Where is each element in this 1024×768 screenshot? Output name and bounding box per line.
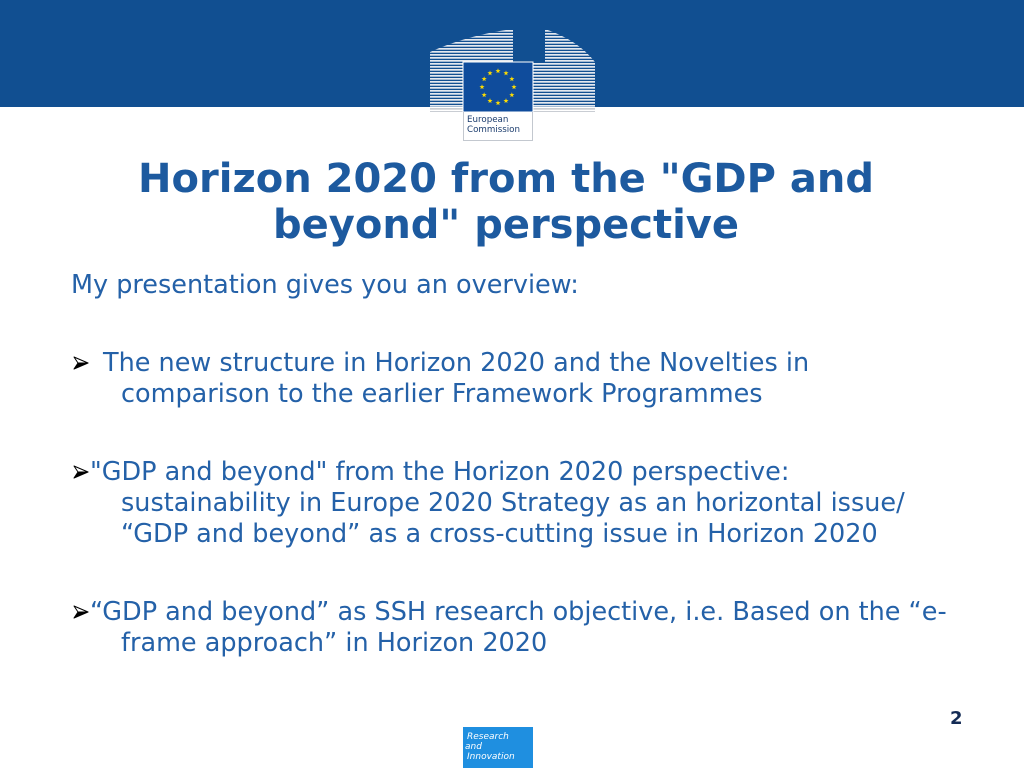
arrowhead-icon: [73, 605, 89, 619]
logo-wordmark: [463, 112, 533, 141]
bullet-3-line-1: “GDP and beyond” as SSH research objective, i.e. Based on the “e-: [90, 597, 947, 627]
bullet-2-line-2: sustainability in Europe 2020 Strategy as an horizontal issue/: [121, 488, 905, 518]
badge-line-3: Innovation: [467, 752, 515, 762]
arrowhead-icon: [73, 465, 89, 479]
bullet-2-line-1: "GDP and beyond" from the Horizon 2020 perspective:: [90, 457, 790, 487]
bullet-1-line-2: comparison to the earlier Framework Programmes: [121, 379, 763, 409]
header-band: [0, 0, 1024, 107]
slide-title: [0, 156, 1012, 248]
bullet-3-line-2: frame approach” in Horizon 2020: [121, 628, 548, 658]
title-line-1: Horizon 2020 from the "GDP and: [138, 156, 874, 202]
page-number: 2: [950, 708, 963, 729]
bullet-2-line-3: “GDP and beyond” as a cross-cutting issue in Horizon 2020: [121, 519, 878, 549]
research-innovation-badge: [463, 727, 533, 768]
badge-line-2: and: [465, 742, 482, 752]
title-line-2: beyond" perspective: [273, 202, 739, 248]
badge-line-1: Research: [467, 732, 509, 742]
logo-text-line-2: Commission: [467, 125, 521, 135]
intro-text: My presentation gives you an overview:: [71, 270, 579, 300]
arrowhead-icon: [73, 356, 89, 370]
bullet-1-line-1: The new structure in Horizon 2020 and the Novelties in: [103, 348, 810, 378]
logo-text-line-1: European: [467, 115, 509, 125]
